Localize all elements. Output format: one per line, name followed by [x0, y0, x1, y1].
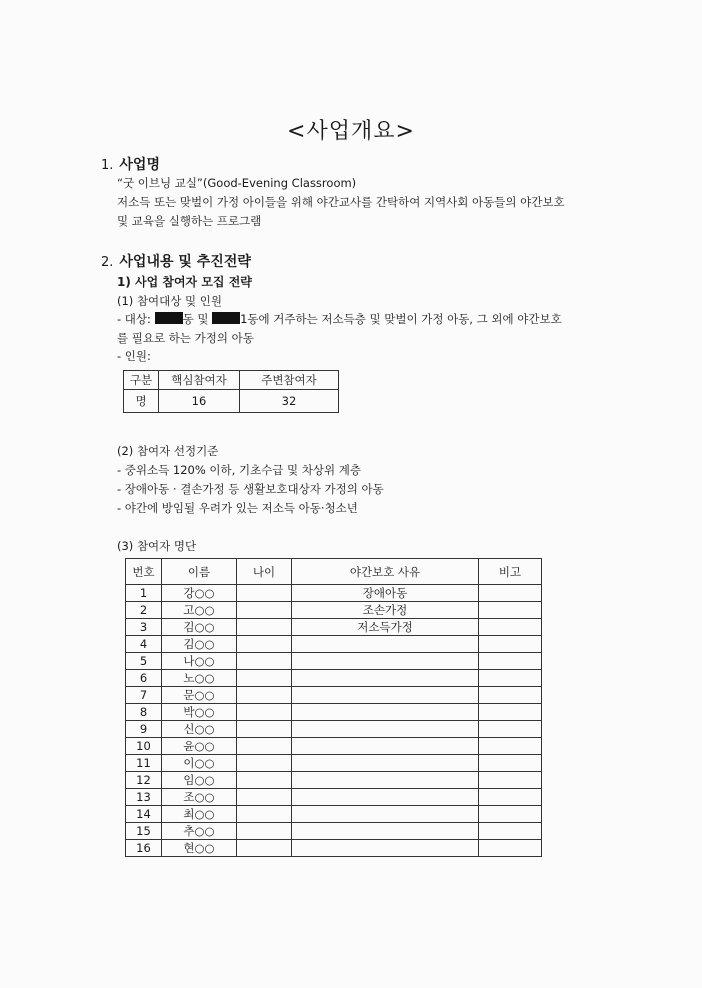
table-cell: 김○○ [162, 619, 237, 636]
table-cell [237, 687, 292, 704]
table-cell [479, 721, 542, 738]
table-header-cell: 주변참여자 [240, 371, 339, 390]
subsection-recruitment: 1) 사업 참여자 모집 전략 [117, 275, 252, 289]
table-cell [479, 738, 542, 755]
page-title: <사업개요> [287, 119, 415, 144]
table-row [124, 390, 339, 413]
table-cell [292, 636, 479, 653]
table-cell [479, 755, 542, 772]
table-cell [237, 602, 292, 619]
table-cell: 32 [240, 390, 339, 413]
section2-number: 2. [101, 255, 114, 270]
target-mid1: 동 및 [182, 312, 213, 326]
table-cell: 조손가정 [292, 602, 479, 619]
table-header-cell: 야간보호 사유 [292, 559, 479, 585]
section1-heading [101, 154, 160, 174]
table-cell: 강○○ [162, 585, 237, 602]
table-cell: 9 [126, 721, 162, 738]
table-cell: 16 [159, 390, 240, 413]
table-row [126, 806, 542, 823]
table-cell: 이○○ [162, 755, 237, 772]
table-cell [292, 687, 479, 704]
table-cell: 박○○ [162, 704, 237, 721]
item-target-and-count: (1) 참여대상 및 인원 [117, 294, 223, 308]
section1-desc-line1: 저소득 또는 맞벌이 가정 아이들을 위해 야간교사를 간탁하여 지역사회 아동들의 야간보호 [117, 195, 565, 209]
table-cell [292, 670, 479, 687]
table-cell: 15 [126, 823, 162, 840]
table-cell: 장애아동 [292, 585, 479, 602]
criteria-item: - 야간에 방임될 우려가 있는 저소득 아동·청소년 [117, 501, 358, 515]
table-row [126, 619, 542, 636]
table-cell: 현○○ [162, 840, 237, 857]
table-cell [237, 772, 292, 789]
table-cell [479, 585, 542, 602]
table-row [126, 653, 542, 670]
redacted-block [212, 312, 240, 324]
table-cell [479, 704, 542, 721]
table-cell: 노○○ [162, 670, 237, 687]
table-cell [479, 619, 542, 636]
table-cell [292, 653, 479, 670]
count-label: - 인원: [117, 349, 151, 363]
table-cell [292, 840, 479, 857]
table-cell [292, 823, 479, 840]
table-cell: 1 [126, 585, 162, 602]
table-cell: 나○○ [162, 653, 237, 670]
participant-count-table [123, 370, 339, 413]
section1-title: 사업명 [119, 157, 160, 173]
target-line1 [117, 311, 562, 327]
table-row [126, 721, 542, 738]
table-cell: 10 [126, 738, 162, 755]
table-row [126, 704, 542, 721]
table-cell: 8 [126, 704, 162, 721]
table-row [126, 636, 542, 653]
table-cell: 12 [126, 772, 162, 789]
section1-name-line: “굿 이브닝 교실”(Good-Evening Classroom) [117, 176, 357, 190]
table-header-cell: 비고 [479, 559, 542, 585]
redacted-block [155, 312, 183, 324]
table-cell: 문○○ [162, 687, 237, 704]
table-cell: 윤○○ [162, 738, 237, 755]
item-selection-criteria: (2) 참여자 선정기준 [117, 444, 219, 458]
table-cell [479, 602, 542, 619]
table-cell: 4 [126, 636, 162, 653]
table-cell [479, 687, 542, 704]
table-cell [479, 840, 542, 857]
table-row [126, 738, 542, 755]
table-cell: 7 [126, 687, 162, 704]
table-cell [237, 619, 292, 636]
item-participant-list: (3) 참여자 명단 [117, 539, 197, 553]
criteria-item: - 장애아동 · 결손가정 등 생활보호대상자 가정의 아동 [117, 482, 384, 496]
table-header-row [126, 559, 542, 585]
table-header-cell: 나이 [237, 559, 292, 585]
table-cell: 임○○ [162, 772, 237, 789]
table-cell [292, 738, 479, 755]
target-mid2: 1동에 거주하는 저소득층 및 맞벌이 가정 아동, 그 외에 야간보호 [240, 312, 562, 326]
table-cell [479, 823, 542, 840]
table-cell [237, 823, 292, 840]
target-prefix: - 대상: [117, 312, 155, 326]
table-cell [237, 704, 292, 721]
table-cell: 추○○ [162, 823, 237, 840]
table-cell [292, 772, 479, 789]
table-cell [292, 721, 479, 738]
criteria-item: - 중위소득 120% 이하, 기초수급 및 차상위 계층 [117, 463, 362, 477]
participant-roster-table [125, 558, 542, 857]
table-header-row [124, 371, 339, 390]
table-row [126, 755, 542, 772]
table-header-cell: 번호 [126, 559, 162, 585]
table-header-cell: 이름 [162, 559, 237, 585]
table-cell: 신○○ [162, 721, 237, 738]
section1-number: 1. [101, 158, 114, 173]
section1-desc-line2: 및 교육을 실행하는 프로그램 [117, 214, 262, 228]
table-row [126, 585, 542, 602]
table-header-cell: 핵심참여자 [159, 371, 240, 390]
section2-title: 사업내용 및 추진전략 [119, 254, 251, 270]
table-cell [237, 755, 292, 772]
table-cell [292, 755, 479, 772]
table-cell: 14 [126, 806, 162, 823]
table-cell [237, 738, 292, 755]
table-cell [237, 806, 292, 823]
table-cell: 김○○ [162, 636, 237, 653]
table-cell [237, 636, 292, 653]
target-line2: 를 필요로 하는 가정의 아동 [117, 331, 254, 345]
table-row [126, 789, 542, 806]
section2-heading [101, 251, 251, 271]
table-cell [479, 670, 542, 687]
table-cell: 5 [126, 653, 162, 670]
table-row [126, 670, 542, 687]
table-cell: 6 [126, 670, 162, 687]
table-cell: 13 [126, 789, 162, 806]
table-cell: 16 [126, 840, 162, 857]
table-cell [292, 704, 479, 721]
table-header-cell: 구분 [124, 371, 159, 390]
table-cell [237, 840, 292, 857]
table-cell [292, 806, 479, 823]
table-row [126, 823, 542, 840]
table-cell [479, 789, 542, 806]
table-cell [479, 653, 542, 670]
table-cell [479, 772, 542, 789]
table-cell: 저소득가정 [292, 619, 479, 636]
table-cell [292, 789, 479, 806]
table-cell [237, 585, 292, 602]
table-cell [479, 806, 542, 823]
table-cell: 3 [126, 619, 162, 636]
table-cell: 최○○ [162, 806, 237, 823]
table-row [126, 772, 542, 789]
table-cell [237, 789, 292, 806]
table-cell [237, 721, 292, 738]
table-cell [479, 636, 542, 653]
table-cell: 2 [126, 602, 162, 619]
table-cell: 11 [126, 755, 162, 772]
table-row [126, 840, 542, 857]
table-row [126, 602, 542, 619]
table-cell: 명 [124, 390, 159, 413]
table-cell [237, 653, 292, 670]
table-cell: 고○○ [162, 602, 237, 619]
table-cell: 조○○ [162, 789, 237, 806]
table-row [126, 687, 542, 704]
table-cell [237, 670, 292, 687]
